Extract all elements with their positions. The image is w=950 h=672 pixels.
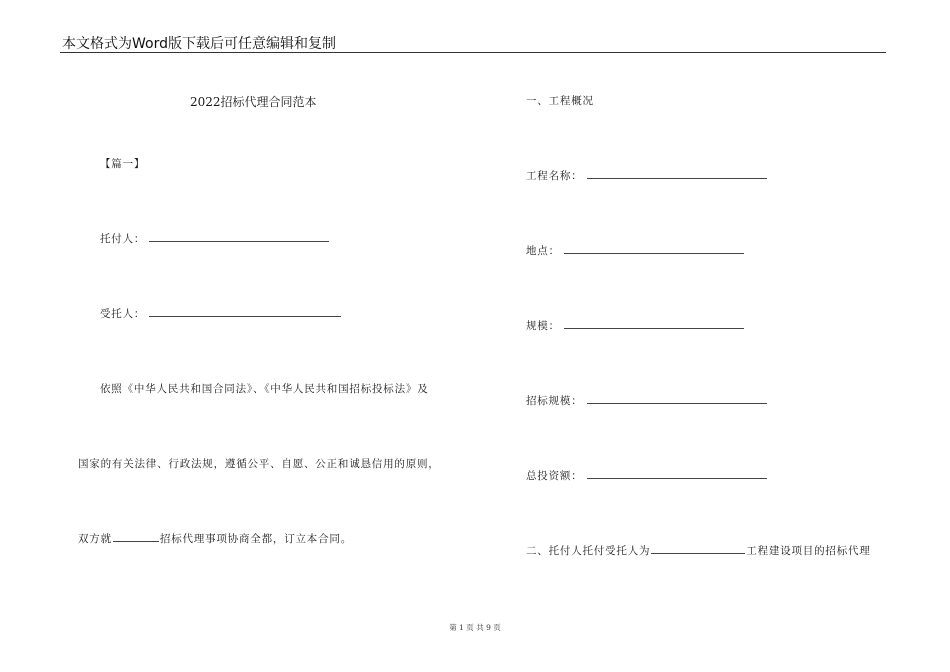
total-investment-label: 总投资额： xyxy=(526,470,583,482)
clause-two-line xyxy=(526,543,871,558)
paragraph-line-3 xyxy=(78,531,352,546)
agent-label: 受托人： xyxy=(100,308,146,320)
location-label: 地点： xyxy=(526,245,560,257)
principal-label: 托付人： xyxy=(100,233,146,245)
section-heading: 【篇一】 xyxy=(100,158,146,170)
project-overview-heading: 一、工程概况 xyxy=(526,95,594,107)
principal-field xyxy=(100,231,329,246)
project-name-label: 工程名称： xyxy=(526,170,583,182)
paragraph-line-1: 依照《中华人民共和国合同法》、《中华人民共和国招标投标法》及 xyxy=(100,383,429,395)
paragraph-line-3-start: 双方就 xyxy=(78,533,112,545)
clause-two-start: 二、托付人托付受托人为 xyxy=(526,545,651,557)
tender-scale-label: 招标规模： xyxy=(526,395,583,407)
project-name-field xyxy=(526,168,767,183)
tender-scale-blank xyxy=(587,393,767,404)
project-blank xyxy=(651,543,745,554)
matter-blank xyxy=(113,531,159,542)
agent-blank xyxy=(149,306,341,317)
page-footer: 第 1 页 共 9 页 xyxy=(449,623,501,632)
paragraph-line-3-end: 招标代理事项协商全都，订立本合同。 xyxy=(159,533,353,545)
principal-blank xyxy=(149,231,329,242)
total-investment-blank xyxy=(587,468,767,479)
location-blank xyxy=(564,243,744,254)
agent-field xyxy=(100,306,341,321)
scale-field xyxy=(526,318,744,333)
document-header: 本文格式为Word版下载后可任意编辑和复制 xyxy=(62,36,336,52)
header-divider xyxy=(60,52,886,53)
clause-two-end: 工程建设项目的招标代理 xyxy=(746,545,871,557)
document-title: 2022招标代理合同范本 xyxy=(190,95,317,109)
scale-label: 规模： xyxy=(526,320,560,332)
location-field xyxy=(526,243,744,258)
tender-scale-field xyxy=(526,393,767,408)
scale-blank xyxy=(564,318,744,329)
project-name-blank xyxy=(587,168,767,179)
paragraph-line-2: 国家的有关法律、行政法规，遵循公平、自愿、公正和诚恳信用的原则， xyxy=(78,458,440,470)
total-investment-field xyxy=(526,468,767,483)
